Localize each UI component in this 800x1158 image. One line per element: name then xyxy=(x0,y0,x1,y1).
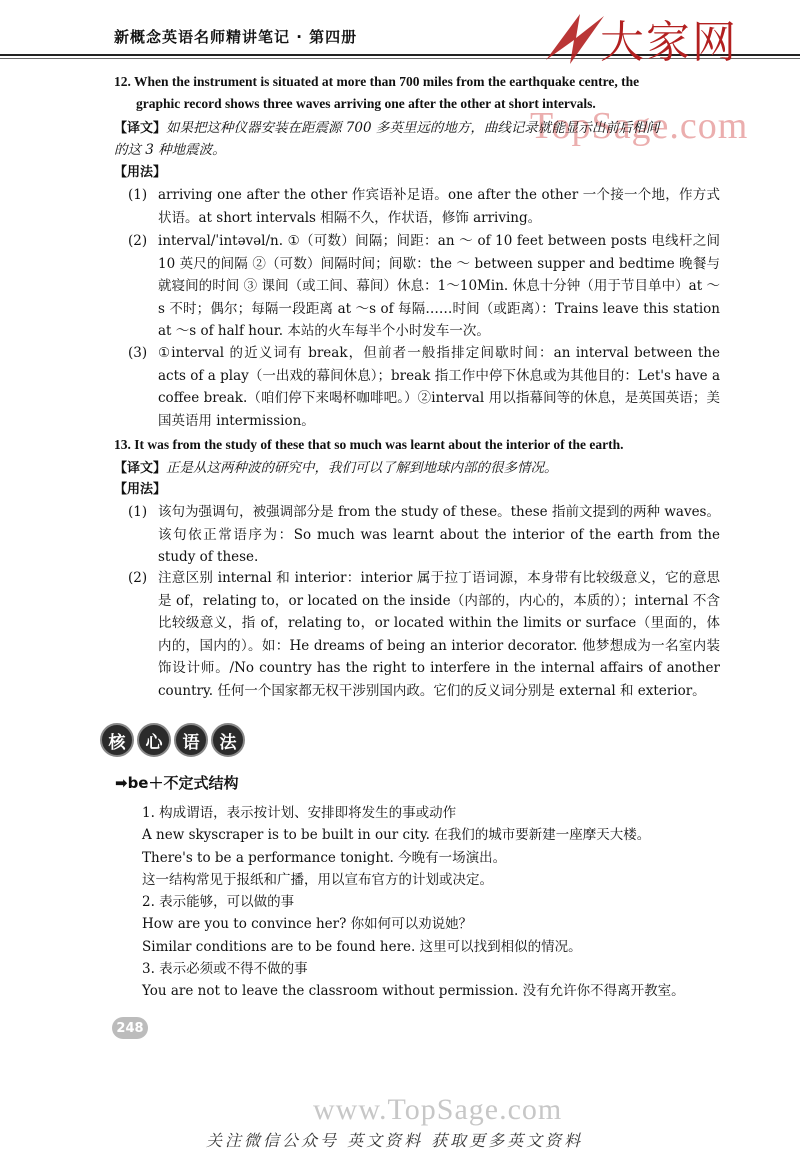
grammar-line: 这一结构常见于报纸和广播，用以宣布官方的计划或决定。 xyxy=(142,872,493,888)
item12-usage3-num: (3) xyxy=(128,345,148,361)
grammar-line: A new skyscraper is to be built in our city. 在我们的城市要新建一座摩天大楼。 xyxy=(142,827,651,843)
item13-usage2-text: 注意区别 internal 和 interior：interior 属于拉丁语词源，本身带有比较级意义，它的意思是 of，relating to，or located on the inside（内部的，内心的，本质的）；internal 不含比较级意义，指 of，relating to，or located within the limits or surface（里面的，体内的，国内的）。如：He dreams of being an interior decorator. 他梦想成为一名室内装饰设计师。/No country has the right to interfere in the internal affairs of another country. 任何一个国家都无权干涉别国内政。它们的反义词分别是 external 和 exterior。 xyxy=(158,570,720,699)
badge-char: 心 xyxy=(137,723,171,757)
page-header xyxy=(0,0,800,68)
item13-usage1-text: 该句为强调句，被强调部分是 from the study of these。these 指前文提到的两种 waves。该句依正常语序为：So much was learnt about the interior of the earth from the study of these. xyxy=(158,504,720,565)
grammar-line: 2. 表示能够，可以做的事 xyxy=(142,894,295,910)
item12-sentence-line1: 12. When the instrument is situated at more than 700 miles from the earthquake centre, the xyxy=(114,74,640,89)
item13-usage2-num: (2) xyxy=(128,570,148,586)
item12-usage1-text: arriving one after the other 作宾语补足语。one after the other 一个接一个地，作方式状语。at short intervals 相隔不久，作状语，修饰 arriving。 xyxy=(158,187,720,226)
item12-usage1-num: (1) xyxy=(128,187,148,203)
grammar-line: 1. 构成谓语，表示按计划、安排即将发生的事或动作 xyxy=(142,805,457,821)
page-number: 248 xyxy=(112,1017,148,1039)
grammar-subheading: ➡be＋不定式结构 xyxy=(115,774,239,792)
badge-char: 语 xyxy=(174,723,208,757)
item12-translation-line1 xyxy=(114,117,659,140)
item12-sentence-line2: graphic record shows three waves arriving one after the other at short intervals. xyxy=(136,96,596,111)
book-title: 新概念英语名师精讲笔记 · 第四册 xyxy=(114,28,358,46)
translation-text: 如果把这种仪器安装在距震源 700 多英里远的地方，曲线记录就能显示出前后相间 xyxy=(166,120,660,136)
item13-sentence: 13. It was from the study of these that so much was learnt about the interior of the earth. xyxy=(114,437,624,452)
item13-usage-label: 【用法】 xyxy=(114,482,167,497)
watermark-topsage: TopSage.com xyxy=(530,105,749,147)
item12-translation-line2: 的这 3 种地震波。 xyxy=(114,142,226,158)
item13-translation xyxy=(114,457,558,480)
grammar-line: Similar conditions are to be found here. 这里可以找到相似的情况。 xyxy=(142,939,582,955)
badge-char: 核 xyxy=(100,723,134,757)
grammar-line: How are you to convince her? 你如何可以劝说她？ xyxy=(142,916,473,932)
site-logo-text: 大家网 xyxy=(600,17,738,68)
translation-text: 正是从这两种波的研究中，我们可以了解到地球内部的很多情况。 xyxy=(166,460,558,476)
item12-usage3-text: ①interval 的近义词有 break，但前者一般指排定间歇时间：an interval between the acts of a play（一出戏的幕间休息）；break 指工作中停下休息或为其他目的：Let's have a coffee break.（咱们停下来喝杯咖啡吧。）②interval 用以指幕间等的休息，是英国英语；美国英语用 intermission。 xyxy=(158,345,720,429)
item12-usage-label: 【用法】 xyxy=(114,165,167,180)
item12-usage2-num: (2) xyxy=(128,233,148,249)
badge-char: 法 xyxy=(211,723,245,757)
item12-usage2-text: interval/ˈintəvəl/n. ①（可数）间隔；间距：an ～ of 10 feet between posts 电线杆之间 10 英尺的间隔 ②（可数）间隔时间；间歇：the ～ between supper and bedtime 晚餐与就寝间的时间 ③ 课间（或工间、幕间）休息：1～10Min. 休息十分钟（用于节目单中）at ～s 不时；偶尔；每隔一段距离 at ～s of 每隔……时间（或距离）：Trains leave this station at ～s of half hour. 本站的火车每半个小时发车一次。 xyxy=(158,233,720,339)
translation-label: 【译文】 xyxy=(114,461,167,476)
core-grammar-badge xyxy=(100,723,245,757)
grammar-line: 3. 表示必须或不得不做的事 xyxy=(142,961,308,977)
grammar-line: You are not to leave the classroom without permission. 没有允许你不得离开教室。 xyxy=(142,983,685,999)
item13-usage1-num: (1) xyxy=(128,504,148,520)
footer-watermark: www.TopSage.com xyxy=(313,1093,563,1126)
grammar-line: There's to be a performance tonight. 今晚有一场演出。 xyxy=(142,850,507,866)
footer-note: 关注微信公众号 英文资料 获取更多英文资料 xyxy=(206,1131,584,1150)
translation-label: 【译文】 xyxy=(114,121,167,136)
